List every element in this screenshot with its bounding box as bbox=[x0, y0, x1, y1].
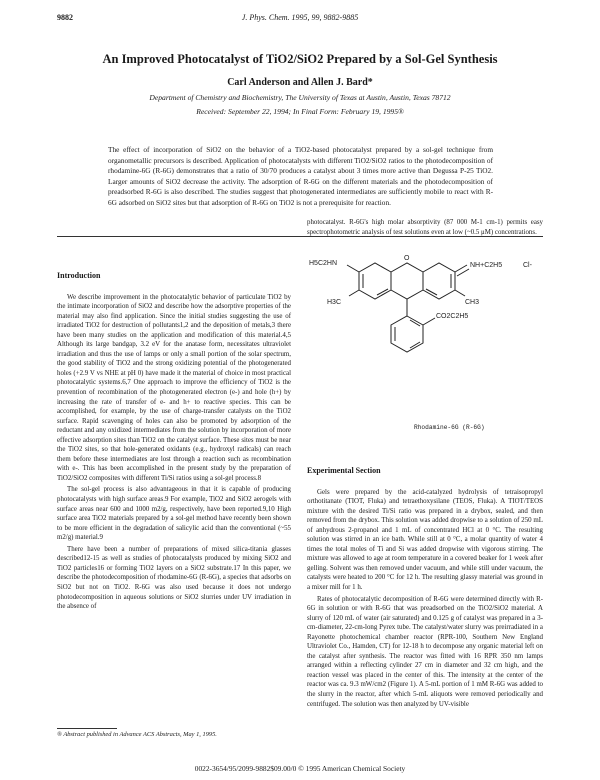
structure-left-amine: H5C2HN bbox=[309, 260, 338, 267]
abstract: The effect of incorporation of SiO2 on the behavior of a TiO2-based photocatalyst prepared by a sol-gel technique from organometallic precursors is described. Application of photocatalysts with different TiO2/SiO2 ratios to the photodecomposition of rhodamine-6G (R-6G) demonstrates that a ratio of 30/70 produces a catalyst about 3 times more active than Degussa P-25 TiO2. Larger amounts of SiO2 decrease the activity. The adsorption of R-6G on the different materials and the photodecomposition of preadsorbed R-6G is also described. The studies suggest that photogenerated intermediates are sufficiently mobile to react with R-6G adsorbed on SiO2 sites but that adsorption of R-6G on TiO2 is not a prerequisite for reaction. bbox=[108, 145, 493, 207]
intro-paragraph: The sol-gel process is also advantageous in that it is capable of producing photocatalysts with high surface areas.9 For example, TiO2 and SiO2 aerogels with surface areas near 600 and 1000 m2/g, respectively, have been reported.9,10 High surface area TiO2 materials prepared by a sol-gel method have recently been shown to be more efficient in the degradation of salicylic acid than the conventional (~55 m2/g) material.9 bbox=[57, 486, 291, 542]
introduction-heading: Introduction bbox=[57, 271, 101, 280]
intro-continuation-text: photocatalyst. R-6G's high molar absorptivity (87 000 M-1 cm-1) permits easy spectrophotometric analysis of test solutions even at low (~0.5 μM) concentrations. bbox=[307, 219, 543, 236]
experimental-heading: Experimental Section bbox=[307, 466, 381, 475]
rhodamine-6g-structure bbox=[307, 250, 543, 420]
page-footer: 0022-3654/95/2099-9882$09.00/0 © 1995 American Chemical Society bbox=[194, 764, 406, 773]
structure-methyl-left: H3C bbox=[327, 299, 342, 306]
intro-paragraph: We describe improvement in the photocatalytic behavior of particulate TiO2 by the intimate incorporation of SiO2 and describe how the adsorptive properties of the material may also find application. Since the initial studies suggesting the use of irradiated TiO2 for destruction of pollutants1,2 and the deposition of metals,3 there have been many studies on the application and modification of this material.4,5 Although its large bandgap, 3.2 eV for the anatase form, necessitates ultraviolet irradiation and thus the use of lamps or only a small portion of the solar spectrum, the good stability of TiO2 and the strong oxidizing potential of the photogenerated holes (+2.9 V vs NHE at pH 0) have made it the material of choice in most practical photocatalytic systems.6,7 One approach to improve the efficiency of TiO2 is the prevention of recombination of the photogenerated electron (e-) and hole (h+) by increasing the rate of transfer of e- and h+ to reactive species. This can be accomplished, for example, by the use of charge-transfer catalysts on the TiO2 surface. Rapid scavenging of holes can also be promoted by adsorption of the reductant and any oxidized intermediates from the solution by incorporation of more effective adsorption sites than TiO2 on the catalyst surface. These sites must be near the TiO2 sites, so that hole-generated oxidants (e.g., hydroxyl radicals) can reach them before these intermediates are lost through a reaction such as recombination with e-. This has been accomplished in the present study by the preparation of TiO2/SiO2 composites with different Ti/Si ratios using a sol-gel process.8 bbox=[57, 293, 291, 482]
right-column-intro-continuation bbox=[307, 218, 543, 239]
structure-methyl-right: CH3 bbox=[465, 299, 480, 306]
journal-citation: J. Phys. Chem. 1995, 99, 9882-9885 bbox=[241, 13, 359, 22]
experimental-paragraph: Gels were prepared by the acid-catalyzed hydrolysis of tetraisopropyl orthotitanate (TIOT, Fluka) and tetraethoxysilane (TEOS, Fluka). A TIOT/TEOS mixture with the desired Ti/Si ratio was prepared in a drybox, sealed, and then removed from the drybox. This solution was added dropwise to a solution of 250 mL of anhydrous 2-propanol and 1 mL of concentrated HCl at 0 °C. The resulting solution was stirred in an ice bath. While still at 0 °C, a molar quantity of water 4 times the total moles of Ti and Si was added dropwise with vigorous stirring. The mixture was allowed to age at room temperature in a covered beaker for 1 week after gelling. Solvent was then removed under vacuum, and while still under vacuum, the catalysts were heated to 200 °C for 12 h. The resulting glassy material was ground in a mixer mill for 1 h. bbox=[307, 488, 543, 592]
rhodamine-structure-drawing bbox=[307, 250, 543, 420]
author-affiliation: Department of Chemistry and Biochemistry, The University of Texas at Austin, Austin, Texas 78712 bbox=[149, 93, 451, 102]
received-dates: Received: September 22, 1994; In Final Form: February 19, 1995® bbox=[196, 107, 404, 116]
structure-ester-group: CO2C2H5 bbox=[436, 313, 469, 320]
footnote: ® Abstract published in Advance ACS Abstracts, May 1, 1995. bbox=[57, 731, 217, 738]
article-authors: Carl Anderson and Allen J. Bard* bbox=[227, 77, 373, 88]
introduction-section bbox=[57, 271, 291, 614]
page-number: 9882 bbox=[57, 13, 73, 22]
footnote-divider bbox=[57, 728, 117, 729]
experimental-section bbox=[307, 466, 543, 711]
structure-right-amine: NH+C2H5 bbox=[470, 262, 503, 269]
structure-caption: Rhodamine-6G (R-6G) bbox=[414, 424, 485, 431]
intro-paragraph: There have been a number of preparations of mixed silica-titania glasses described12-15 as well as studies of photocatalysts produced by mixing SiO2 and TiO2 particles16 or forming TiO2 layers on a SiO2 substrate.17 In this paper, we describe the photodecomposition of rhodamine-6G (R-6G), a species that adsorbs on SiO2 but not on TiO2. R-6G was also used because it does not undergo photodecomposition in aqueous solutions or SiO2 slurries under UV irradiation in the absence of bbox=[57, 545, 291, 611]
structure-counter-ion: Cl- bbox=[523, 262, 532, 269]
structure-ring-oxygen: O bbox=[404, 255, 410, 262]
experimental-paragraph: Rates of photocatalytic decomposition of R-6G were determined directly with R-6G in solution or with R-6G that was preadsorbed on the TiO2/SiO2 material. A slurry of 120 mL of water (air saturated) and 0.125 g of catalyst was prepared in a 3-cm-diameter, 22-cm-long Pyrex tube. The catalyst/water slurry was preirradiated in a Rayonette photochemical chamber reactor (RPR-100, Southern New England Ultraviolet Co., Hamden, CT) for 12-18 h to decompose any organic material left on the catalyst after synthesis. The reactor was fitted with 16 RPR 350 nm lamps arranged within a reflecting cylinder 27 cm in diameter and 32 cm high, and the reaction vessel was placed in the center of this. The intensity at the center of the reactor was ca. 9.3 mW/cm2 (Figure 1). A 5-mL portion of 1 mM R-6G was added to the slurry in the reactor, after which 5-mL aliquots were removed periodically and centrifuged. The solution was then analyzed by UV-visible bbox=[307, 595, 543, 708]
article-title: An Improved Photocatalyst of TiO2/SiO2 Prepared by a Sol-Gel Synthesis bbox=[102, 52, 498, 66]
